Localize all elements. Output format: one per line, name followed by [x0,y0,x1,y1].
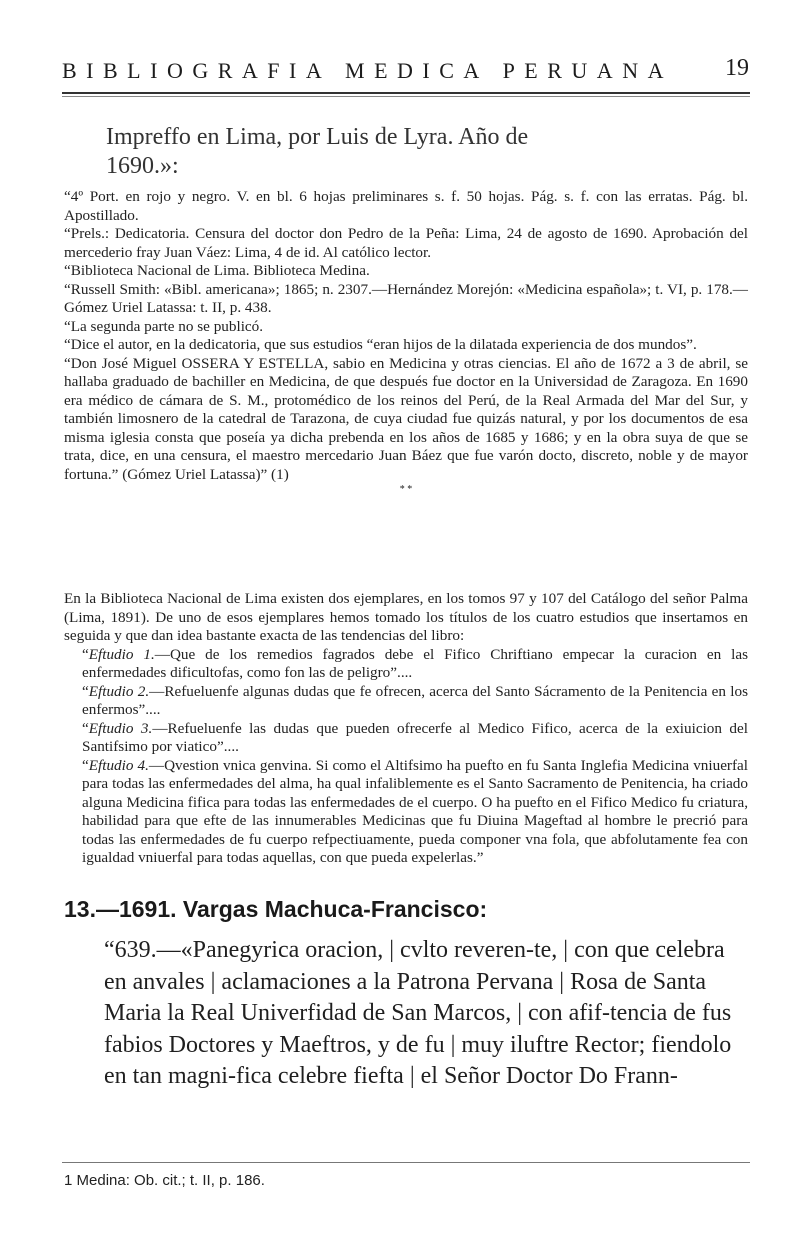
study-item: “Eftudio 3.—Refueluenfe las dudas que pueden ofrecerfe al Medico Fifico, acerca de la exiuicion del Santifsimo por viatico”.... [82,719,748,755]
study-label: Eftudio 1. [88,645,155,663]
note-paragraph: “Don José Miguel OSSERA Y ESTELLA, sabio en Medicina y otras ciencias. El año de 1672 a 3 de abril, se hallaba graduado de bachiller en Medicina, de que después fue doctor en la Universidad de Zaragoza. En 1690 era médico de cámara de S. M., protomédico de los reinos del Perú, de la Real Armada del Mar del Sur, y también limosnero de la catedral de Tarazona, de cuya ciudad fue quizás natural, y por los documentos de esa misma iglesia consta que poseía ya dicha prebenda en los años de 1685 y 1686; y en la obra suya de que se trata, dice, en una censura, el maestro mercedario Juan Báez que fue varón docto, discreto, noble y de mayor fortuna.” (Gómez Uriel Latassa)” (1) [64,354,748,483]
imprint-line-2: 1690.»: [106,153,179,179]
note-paragraph: “Dice el autor, en la dedicatoria, que sus estudios “eran hijos de la dilatada experiencia de dos mundos”. [64,336,697,353]
library-section [64,590,748,868]
imprint-intro [64,123,790,181]
note-paragraph: “La segunda parte no se publicó. [64,317,264,335]
study-item: “Eftudio 1.—Que de los remedios fagrados debe el Fifico Chriftiano empecar la curacion en las enfermedades dificultofas, como fon las de peligro”.... [82,645,749,681]
library-paragraph: En la Biblioteca Nacional de Lima existen dos ejemplares, en los tomos 97 y 107 del Catálogo del señor Palma (Lima, 1891). De uno de esos ejemplares hemos tomado los títulos de los cuatro estudios que insertamos en seguida y que dan idea bastante exacta de las tendencias del libro: [64,590,748,644]
study-text: —Refueluenfe las dudas que pueden ofrecerfe al Medico Fifico, acerca de la exiuicion del Santifsimo por viatico”.... [82,719,748,755]
note-paragraph: “Russell Smith: «Bibl. americana»; 1865; n. 2307.—Hernández Morejón: «Medicina española»; t. VI, p. 178.—Gómez Uriel Latassa: t. II, p. 438. [64,280,748,316]
section-separator-stars: * * [399,484,413,495]
imprint-line-1: Impreffo en Lima, por Luis de Lyra. Año de [106,124,529,150]
header-rule-thin [62,96,750,97]
study-text: —Qvestion vnica genvina. Si como el Altifsimo ha puefto en fu Santa Inglefia Medicina vniuerfal para todas las enfermedades del alma, ha qual infaliblemente es el Santo Sacramento de Penitencia, ha criado alguna Medicina fifica para todas las enfermedades de el cuerpo. O ha puefto en el Fifico Medico fu criatura, habilidad para que efte de las innumerables Medicinas que fu Diuina Mageftad al hombre le precrió para todas las enfermedades de fu cuerpo refpectiuamente, pueda componer vna fola, que abfolutamente fea con igualdad vniuerfal para todas aquellas, con que pueda expelerlas.” [82,756,749,866]
study-text: —Refueluenfe algunas dudas que fe ofrecen, acerca del Santo Sácramento de la Penitencia en los enfermos”.... [82,682,748,718]
study-text: —Que de los remedios fagrados debe el Fifico Chriftiano empecar la curacion en las enfermedades dificultofas, como fon las de peligro”.... [82,645,749,681]
note-paragraph: “Biblioteca Nacional de Lima. Biblioteca Medina. [64,262,370,279]
bibliographic-notes [64,188,748,500]
note-paragraph: “Prels.: Dedicatoria. Censura del doctor don Pedro de la Peña: Lima, 24 de agosto de 1690. Aprobación del mercederio fray Juan Váez: Lima, 4 de id. Al católico lector. [64,225,748,261]
note-paragraph: “4º Port. en rojo y negro. V. en bl. 6 hojas preliminares s. f. 50 hojas. Pág. s. f. con las erratas. Pág. bl. Apostillado. [64,188,748,224]
footnote: 1 Medina: Ob. cit.; t. II, p. 186. [64,1172,265,1189]
running-header-title: BIBLIOGRAFIA MEDICA PERUANA [62,58,673,83]
entry-title-transcription [104,935,750,1093]
footnote-rule [62,1162,750,1163]
page-number: 19 [725,55,749,81]
study-item: “Eftudio 4.—Qvestion vnica genvina. Si como el Altifsimo ha puefto en fu Santa Inglefia Medicina vniuerfal para todas las enfermedades del alma, ha qual infaliblemente es el Santo Sacramento de Penitencia, ha criado alguna Medicina fifica para todas las enfermedades de el cuerpo. O ha puefto en el Fifico Medico fu criatura, habilidad para que efte de las innumerables Medicinas que fu Diuina Mageftad al hombre le precrió para todas las enfermedades de fu cuerpo refpectiuamente, pueda componer vna fola, que abfolutamente fea con igualdad vniuerfal para todas aquellas, con que pueda expelerlas.” [82,756,749,866]
entry-text: “639.—«Panegyrica oracion, | cvlto reveren-te, | con que celebra en anvales | aclamaciones a la Patrona Pervana | Rosa de Santa Maria la Real Univerfidad de San Marcos, | con afif-tencia de fus fabios Doctores y Maeftros, y de fu | muy iluftre Rector; fiendolo en tan magni-fica celebre fiefta | el Señor Doctor Do Frann- [104,937,732,1089]
study-label: Eftudio 2. [88,682,150,700]
entry-heading: 13.—1691. Vargas Machuca-Francisco: [64,896,488,922]
study-item: “Eftudio 2.—Refueluenfe algunas dudas que fe ofrecen, acerca del Santo Sácramento de la Penitencia en los enfermos”.... [82,682,748,718]
header-rule [62,92,750,94]
study-label: Eftudio 3. [88,719,153,737]
study-label: Eftudio 4. [88,756,149,774]
